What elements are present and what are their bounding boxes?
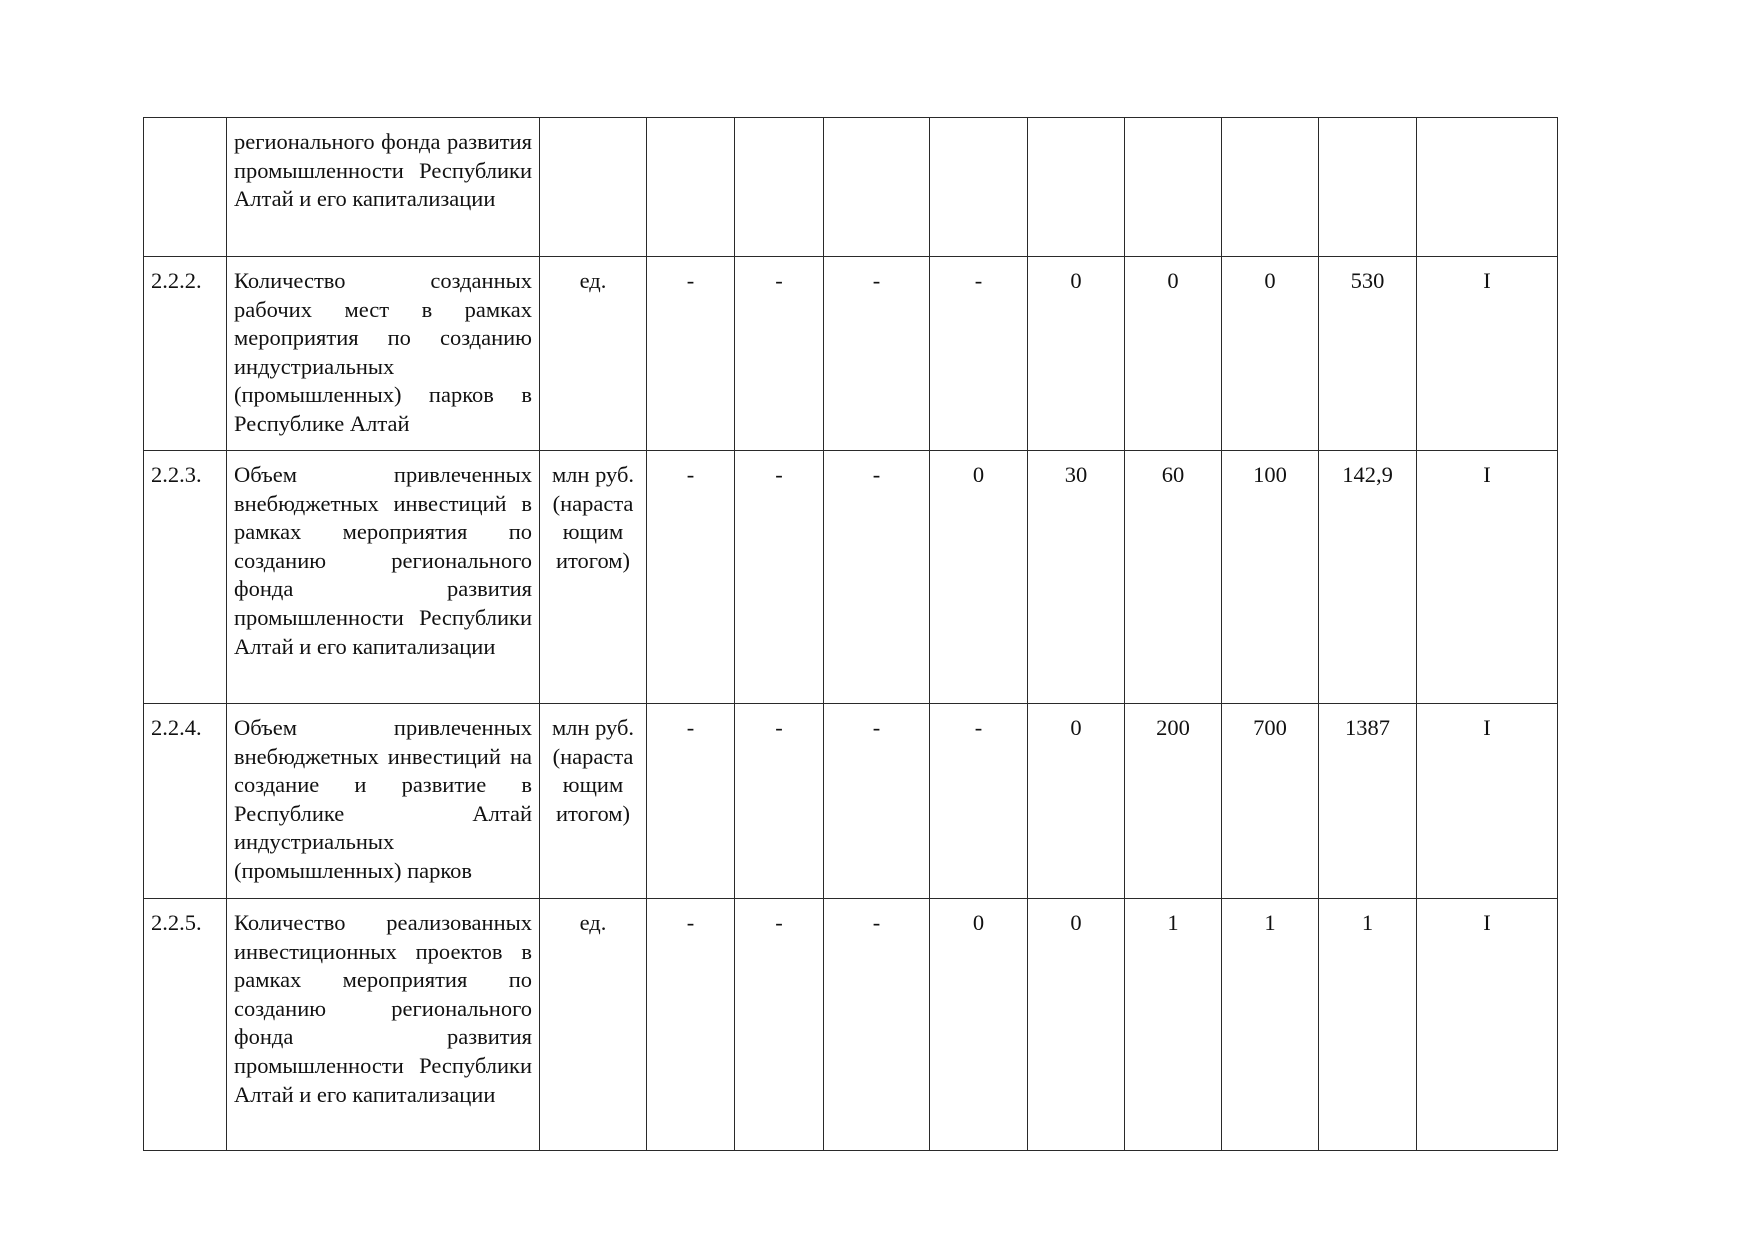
value-cell: -	[647, 899, 735, 1151]
value-cell: 0	[930, 899, 1028, 1151]
table-row	[144, 257, 1558, 451]
table-row	[144, 899, 1558, 1151]
table-row	[144, 451, 1558, 704]
indicators-table	[143, 117, 1558, 1151]
unit: млн руб. (нараста ющим итогом)	[540, 704, 647, 899]
row-number: 2.2.3.	[144, 451, 227, 704]
value-cell: 1	[1222, 899, 1319, 1151]
value-cell: -	[647, 704, 735, 899]
value-cell: -	[824, 704, 930, 899]
value-cell: 142,9	[1319, 451, 1417, 704]
value-cell: 0	[1028, 257, 1125, 451]
value-cell: 700	[1222, 704, 1319, 899]
value-cell: 530	[1319, 257, 1417, 451]
value-cell: 1	[1125, 899, 1222, 1151]
priority-cell	[1417, 118, 1558, 257]
value-cell: 0	[1222, 257, 1319, 451]
value-cell: -	[930, 257, 1028, 451]
indicator-name: регионального фонда развития промышленности Республики Алтай и его капитализации	[227, 118, 540, 257]
value-cell: -	[824, 899, 930, 1151]
value-cell: 0	[1028, 704, 1125, 899]
value-cell	[735, 118, 824, 257]
indicator-name: Количество созданных рабочих мест в рамках мероприятия по созданию индустриальных (промышленных) парков в Республике Алтай	[227, 257, 540, 451]
row-number: 2.2.5.	[144, 899, 227, 1151]
table-row	[144, 118, 1558, 257]
priority-cell: I	[1417, 899, 1558, 1151]
value-cell: -	[735, 451, 824, 704]
value-cell: 1387	[1319, 704, 1417, 899]
unit	[540, 118, 647, 257]
priority-cell: I	[1417, 704, 1558, 899]
value-cell	[1222, 118, 1319, 257]
value-cell: -	[824, 257, 930, 451]
value-cell: 0	[1028, 899, 1125, 1151]
row-number: 2.2.4.	[144, 704, 227, 899]
indicator-name: Объем привлеченных внебюджетных инвестиций в рамках мероприятия по созданию регионального фонда развития промышленности Республики Алтай и его капитализации	[227, 451, 540, 704]
value-cell: -	[735, 257, 824, 451]
value-cell	[647, 118, 735, 257]
value-cell: 30	[1028, 451, 1125, 704]
value-cell: -	[647, 257, 735, 451]
value-cell	[1028, 118, 1125, 257]
value-cell	[1125, 118, 1222, 257]
value-cell: 100	[1222, 451, 1319, 704]
indicator-name: Количество реализованных инвестиционных проектов в рамках мероприятия по созданию регионального фонда развития промышленности Республики Алтай и его капитализации	[227, 899, 540, 1151]
value-cell	[1319, 118, 1417, 257]
value-cell: 60	[1125, 451, 1222, 704]
value-cell: -	[647, 451, 735, 704]
value-cell: -	[824, 451, 930, 704]
value-cell: 200	[1125, 704, 1222, 899]
priority-cell: I	[1417, 257, 1558, 451]
indicator-name: Объем привлеченных внебюджетных инвестиций на создание и развитие в Республике Алтай индустриальных (промышленных) парков	[227, 704, 540, 899]
value-cell: -	[735, 899, 824, 1151]
value-cell: -	[930, 704, 1028, 899]
unit: ед.	[540, 257, 647, 451]
value-cell: 0	[1125, 257, 1222, 451]
row-number	[144, 118, 227, 257]
value-cell: 1	[1319, 899, 1417, 1151]
unit: ед.	[540, 899, 647, 1151]
value-cell	[824, 118, 930, 257]
priority-cell: I	[1417, 451, 1558, 704]
value-cell	[930, 118, 1028, 257]
unit: млн руб. (нараста ющим итогом)	[540, 451, 647, 704]
table-row	[144, 704, 1558, 899]
value-cell: -	[735, 704, 824, 899]
row-number: 2.2.2.	[144, 257, 227, 451]
value-cell: 0	[930, 451, 1028, 704]
